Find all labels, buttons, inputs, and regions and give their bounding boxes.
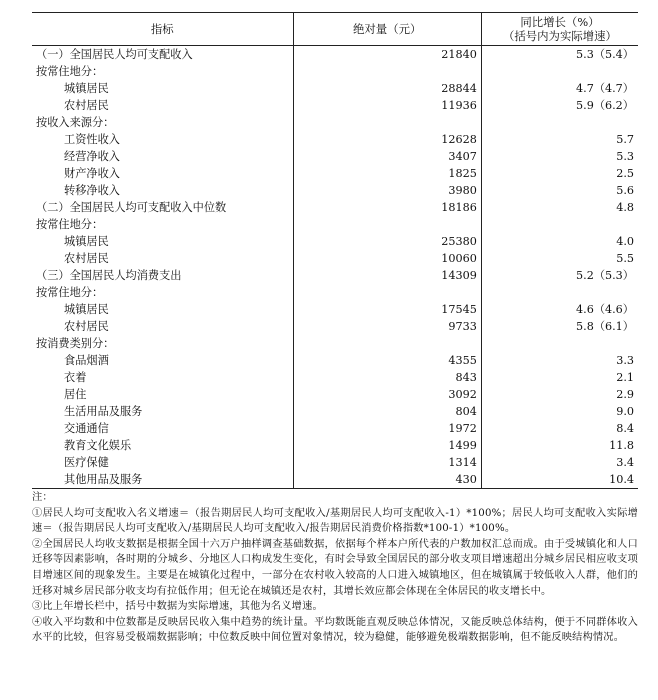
header-growth	[481, 13, 638, 46]
row-indicator: （二）全国居民人均可支配收入中位数	[36, 201, 227, 214]
row-absolute-value: 4355	[293, 352, 481, 369]
row-indicator: 工资性收入	[64, 133, 120, 146]
row-growth: 4.7（4.7）	[576, 82, 634, 95]
row-growth: 5.6	[616, 184, 634, 197]
row-growth: 5.9（6.2）	[576, 99, 634, 112]
row-absolute-value	[293, 335, 481, 352]
row-growth: 5.8（6.1）	[576, 320, 634, 333]
row-indicator: 城镇居民	[64, 82, 109, 95]
row-indicator: 按常住地分：	[36, 286, 104, 299]
row-growth	[481, 63, 638, 80]
row-growth: 4.8	[616, 201, 634, 214]
row-growth: 4.6（4.6）	[576, 303, 634, 316]
table-row	[32, 437, 638, 454]
row-indicator: 居住	[64, 388, 87, 401]
income-expenditure-table	[32, 12, 638, 489]
table-header-row	[32, 13, 638, 46]
table-row	[32, 165, 638, 182]
row-absolute-value: 3092	[293, 386, 481, 403]
row-indicator: 财产净收入	[64, 167, 120, 180]
row-absolute-value	[293, 114, 481, 131]
row-absolute-value: 12628	[293, 131, 481, 148]
row-indicator: 农村居民	[64, 99, 109, 112]
row-absolute-value	[293, 63, 481, 80]
row-absolute-value: 3980	[293, 182, 481, 199]
table-row	[32, 80, 638, 97]
table-row	[32, 97, 638, 114]
header-growth-line2: （括号内为实际增速）	[502, 29, 617, 43]
row-indicator: 转移净收入	[64, 184, 120, 197]
row-growth: 3.4	[616, 456, 634, 469]
row-indicator: 医疗保健	[64, 456, 109, 469]
row-growth: 8.4	[616, 422, 634, 435]
notes-section	[32, 490, 638, 646]
row-indicator: 城镇居民	[64, 235, 109, 248]
row-indicator: 教育文化娱乐	[64, 439, 132, 452]
row-indicator: 衣着	[64, 371, 87, 384]
row-indicator: 其他用品及服务	[32, 471, 293, 489]
row-absolute-value: 28844	[293, 80, 481, 97]
table-row	[32, 114, 638, 131]
header-absolute-value: 绝对量（元）	[293, 13, 481, 46]
table-row	[32, 369, 638, 386]
row-indicator: 交通通信	[64, 422, 109, 435]
table-row	[32, 46, 638, 64]
table-row	[32, 63, 638, 80]
row-growth: 5.7	[616, 133, 634, 146]
row-growth: 2.9	[616, 388, 634, 401]
row-indicator: 食品烟酒	[64, 354, 109, 367]
row-indicator: （三）全国居民人均消费支出	[36, 269, 182, 282]
row-absolute-value: 1825	[293, 165, 481, 182]
row-growth: 5.3	[616, 150, 634, 163]
table-row	[32, 250, 638, 267]
row-indicator: （一）全国居民人均可支配收入	[36, 48, 193, 61]
row-growth: 2.1	[616, 371, 634, 384]
row-absolute-value: 11936	[293, 97, 481, 114]
row-indicator: 城镇居民	[64, 303, 109, 316]
row-absolute-value: 804	[293, 403, 481, 420]
row-indicator: 生活用品及服务	[64, 405, 143, 418]
table-row	[32, 454, 638, 471]
table-row	[32, 420, 638, 437]
table-row	[32, 403, 638, 420]
row-growth: 3.3	[616, 354, 634, 367]
row-absolute-value: 1499	[293, 437, 481, 454]
header-indicator: 指标	[32, 13, 293, 46]
row-growth	[481, 114, 638, 131]
row-indicator: 农村居民	[64, 320, 109, 333]
note-item: ①居民人均可支配收入名义增速＝（报告期居民人均可支配收入/基期居民人均可支配收入-1）*100%；居民人均可支配收入实际增速＝（报告期居民人均可支配收入/基期居民人均可支配收入/报告期居民消费价格指数*100-1）*100%。	[32, 507, 638, 535]
row-absolute-value: 17545	[293, 301, 481, 318]
note-item: ③比上年增长栏中，括号中数据为实际增速，其他为名义增速。	[32, 601, 323, 613]
note-item: ④收入平均数和中位数都是反映居民收入集中趋势的统计量。平均数既能直观反映总体情况，又能反映总体结构，便于不同群体收入水平的比较，但容易受极端数据影响；中位数反映中间位置对象情况，较为稳健，能够避免极端数据影响，但不能反映结构情况。	[32, 616, 638, 644]
row-indicator: 按常住地分：	[36, 218, 104, 231]
note-item: ②全国居民人均收支数据是根据全国十六万户抽样调查基础数据，依据每个样本户所代表的户数加权汇总而成。由于受城镇化和人口迁移等因素影响，各时期的分城乡、分地区人口构成发生变化，有时会导致全国居民的部分收支项目增速超出分城乡居民相应收支项目增速区间的现象发生。主要是在城镇化过程中，一部分在农村收入较高的人口进入城镇地区，但在城镇属于较低收入人群，他们的迁移对城乡居民部分收支均有拉低作用；但无论在城镇还是农村，其增长效应都会体现在全体居民的收支增长中。	[32, 538, 638, 597]
row-absolute-value: 1314	[293, 454, 481, 471]
header-growth-line1: 同比增长（%）	[520, 15, 600, 29]
row-absolute-value: 9733	[293, 318, 481, 335]
row-absolute-value: 843	[293, 369, 481, 386]
table-row	[32, 335, 638, 352]
row-growth: 10.4	[481, 471, 638, 489]
table-row	[32, 267, 638, 284]
row-absolute-value	[293, 284, 481, 301]
table-row	[32, 131, 638, 148]
table-row	[32, 216, 638, 233]
row-growth: 9.0	[616, 405, 634, 418]
row-absolute-value: 430	[293, 471, 481, 489]
table-row	[32, 182, 638, 199]
table-row	[32, 148, 638, 165]
row-growth: 5.2（5.3）	[576, 269, 634, 282]
row-indicator: 按收入来源分：	[36, 116, 115, 129]
table-row	[32, 301, 638, 318]
row-indicator: 按常住地分：	[36, 65, 104, 78]
table-body	[32, 46, 638, 489]
row-absolute-value: 1972	[293, 420, 481, 437]
row-indicator: 经营净收入	[64, 150, 120, 163]
table-row	[32, 284, 638, 301]
table-row	[32, 471, 638, 489]
row-indicator: 按消费类别分：	[36, 337, 115, 350]
table-row	[32, 352, 638, 369]
table-row	[32, 199, 638, 216]
row-growth: 2.5	[616, 167, 634, 180]
row-absolute-value: 3407	[293, 148, 481, 165]
table-row	[32, 318, 638, 335]
row-growth	[481, 335, 638, 352]
row-absolute-value: 25380	[293, 233, 481, 250]
row-absolute-value	[293, 216, 481, 233]
table-row	[32, 233, 638, 250]
table-row	[32, 386, 638, 403]
row-absolute-value: 18186	[293, 199, 481, 216]
row-indicator: 农村居民	[64, 252, 109, 265]
row-growth: 5.3（5.4）	[576, 48, 634, 61]
row-absolute-value: 21840	[293, 46, 481, 64]
row-growth: 11.8	[609, 439, 634, 452]
row-growth	[481, 216, 638, 233]
row-growth: 5.5	[616, 252, 634, 265]
row-growth: 4.0	[616, 235, 634, 248]
row-absolute-value: 14309	[293, 267, 481, 284]
row-growth	[481, 284, 638, 301]
notes-label: 注：	[32, 492, 53, 503]
row-absolute-value: 10060	[293, 250, 481, 267]
